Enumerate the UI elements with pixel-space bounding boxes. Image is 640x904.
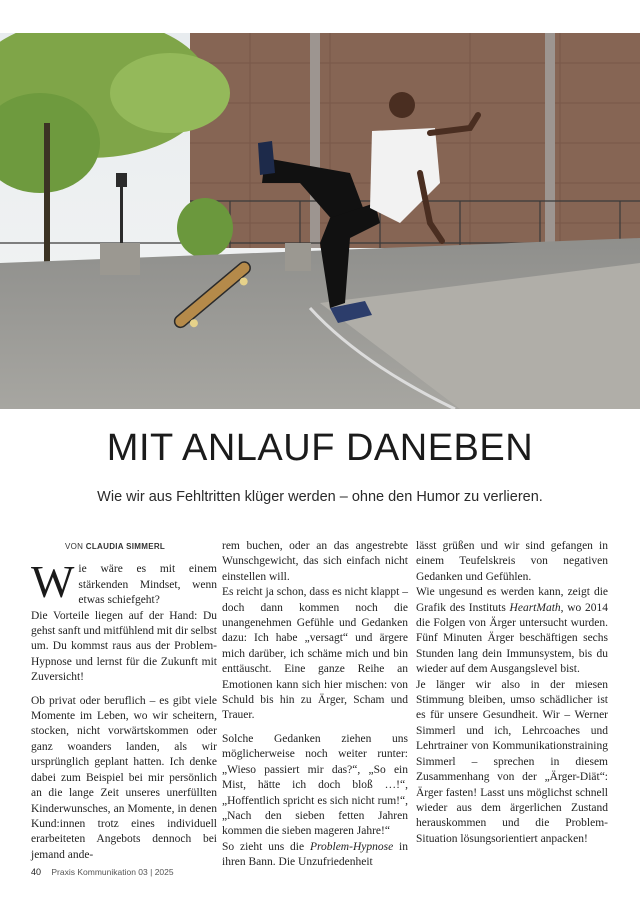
paragraph-text: rem buchen, oder an das angestrebte Wunschgewicht, das sich einfach nicht einstellen will. [222,540,408,583]
byline-author: CLAUDIA SIMMERL [85,542,166,551]
emphasis: HeartMath [509,601,561,614]
publication-name: Praxis Kommunikation 03 | 2025 [51,867,174,877]
paragraph-text: lässt grüßen und wir sind gefangen in einem Teufelskreis von negativen Gedanken und Gefühlen. [416,540,608,583]
paragraph [416,585,608,677]
byline [65,539,217,554]
page-number: 40 [31,867,42,877]
paragraph-text: Solche Gedanken ziehen uns möglicherweise noch weiter runter: „Wieso passiert mir das?“, „So ein Mist, hätte ich doch bloß …!“, „Hoffentlich spricht es sich nicht rum!“, „Nach den sieben fetten Jahren kommen die sieben mageren Jahre!“ [222,732,408,838]
drop-cap: W [31,556,75,608]
paragraph-text: Es reicht ja schon, dass es nicht klappt – doch dann kommen noch die unangenehmen Gefühle und Gedanken dazu: Ich habe „versagt“ und ärgere mich darüber, ich schäme mich und bin enttäuscht. Eine ganze Reihe an Emotionen kann sich hier mischen: von Schuld bis hin zu Ärger, Scham und Trauer. [222,586,408,722]
paragraph: Je länger wir also in der miesen Stimmung bleiben, umso schädlicher ist es für unsere Gesundheit. Wir – Werner Simmerl und ich, Lehrcoaches und Lehrtrainer von Kommunikationstraining Simmerl – sprechen in diesem Zusammenhang von der „Ärger-Diät“: Ärger fasten! Lasst uns möglichst schnell wieder aus dem ärgerlichen Zustand herauskommen und die Problem-Situation lösungsorientiert anpacken! [416,678,608,845]
paragraph-text: Die Vorteile liegen auf der Hand: Du gehst sanft und mitfühlend mit dir selbst um. Du kommst raus aus der Problem-Hypnose und lernst für die Zukunft mit Zuversicht! [31,609,217,684]
hero-photo [0,33,640,409]
paragraph: Ob privat oder beruflich – es gibt viele Momente im Leben, wo wir scheitern, stocken, nicht vorwärtskommen oder ganz woanders landen, als wir ursprünglich geplant hatten. Ich denke dabei zum Beispiel bei mir persönlich an die lange Zeit unseres unerfüllten Kinderwunsches, an Momente, in denen Kund:innen trotz eines individuell erarbeiteten Angebots dennoch bei jemand ande- [31,694,217,861]
byline-prefix: VON [65,542,84,551]
paragraph [31,556,217,685]
skateboarder-photo [0,33,640,409]
emphasis: Problem-Hypnose [309,840,394,853]
page-footer [31,867,174,877]
paragraph-text: So zieht uns die [222,840,310,853]
paragraph-text: in ihren Bann. Die Unzufriedenheit [222,840,408,869]
paragraph-text: , wo 2014 die Folgen von Ärger untersucht wurden. Fünf Minuten Ärger beschäftigen sechs Stunden lang dein Immunsystem, bis du wieder auf dem Ausgangslevel bist. [416,601,609,676]
column-1 [31,539,217,871]
paragraph [222,539,408,724]
paragraph-text: ie wäre es mit einem stärkenden Mindset, wenn etwas schiefgeht? [78,563,217,607]
column-2 [222,539,408,879]
paragraph [416,539,608,585]
subtitle: Wie wir aus Fehltritten klüger werden – ohne den Humor zu verlieren. [97,489,543,505]
page-title: MIT ANLAUF DANEBEN [106,427,534,469]
paragraph-text: Wie ungesund es werden kann, zeigt die Grafik des Instituts [416,586,608,614]
column-3 [416,539,608,855]
paragraph [222,732,408,871]
